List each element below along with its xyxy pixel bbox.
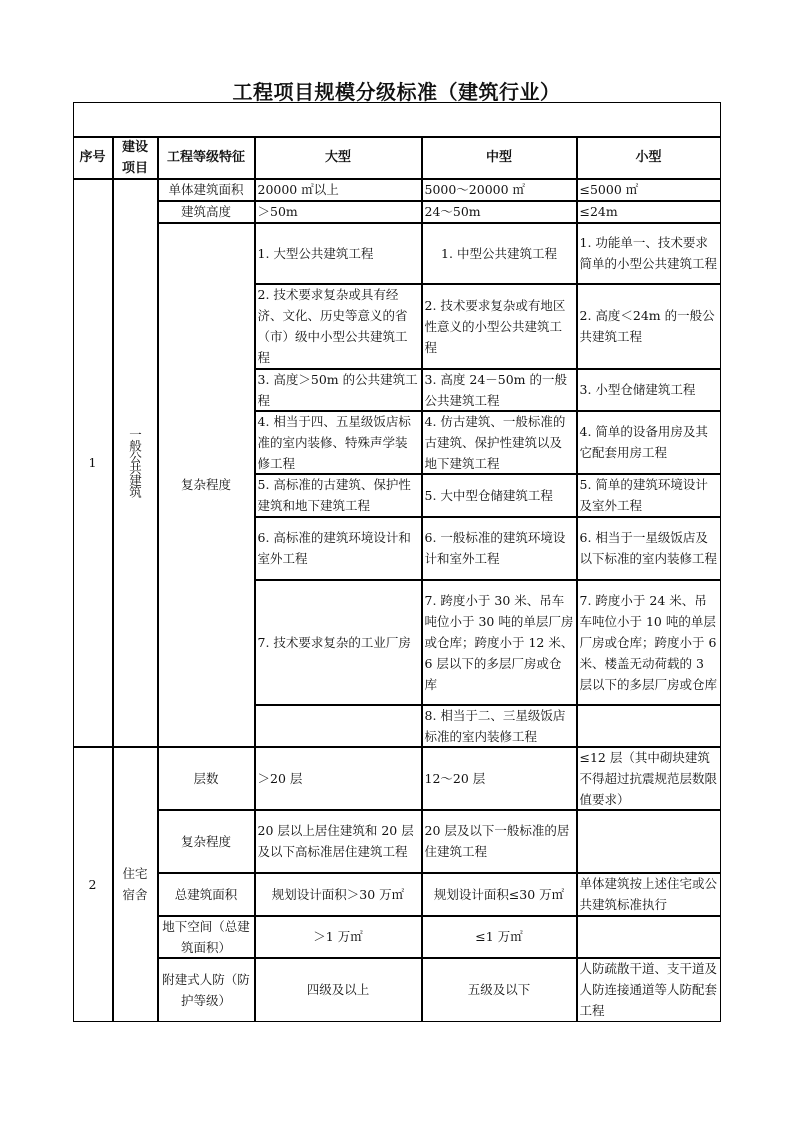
row-medium: 12～20 层 (422, 747, 577, 810)
complexity-medium: 4. 仿古建筑、一般标准的古建筑、保护性建筑以及地下建筑工程 (422, 411, 577, 474)
row-feature: 建筑高度 (158, 201, 255, 223)
row-small (577, 810, 721, 873)
row-large: ＞20 层 (255, 747, 422, 810)
complexity-large: 4. 相当于四、五星级饭店标准的室内装修、特殊声学装修工程 (255, 411, 422, 474)
complexity-medium: 7. 跨度小于 30 米、吊车吨位小于 30 吨的单层厂房或仓库；跨度小于 12 米、6 层以下的多层厂房或仓库 (422, 580, 577, 705)
complexity-small: 6. 相当于一星级饭店及以下标准的室内装修工程 (577, 517, 721, 580)
row-feature: 层数 (158, 747, 255, 810)
row-feature: 地下空间（总建筑面积） (158, 916, 255, 958)
complexity-large: 6. 高标准的建筑环境设计和室外工程 (255, 517, 422, 580)
complexity-medium: 5. 大中型仓储建筑工程 (422, 474, 577, 517)
complexity-small: 4. 简单的设备用房及其它配套用房工程 (577, 411, 721, 474)
complexity-large: 2. 技术要求复杂或具有经济、文化、历史等意义的省（市）级中小型公共建筑工程 (255, 284, 422, 369)
complexity-small (577, 705, 721, 747)
row-small: ≤24m (577, 201, 721, 223)
row-medium: 20 层及以下一般标准的居住建筑工程 (422, 810, 577, 873)
row-medium: ≤1 万㎡ (422, 916, 577, 958)
complexity-medium: 8. 相当于二、三星级饭店标准的室内装修工程 (422, 705, 577, 747)
complexity-medium: 1. 中型公共建筑工程 (422, 223, 577, 284)
complexity-small: 2. 高度＜24m 的一般公共建筑工程 (577, 284, 721, 369)
row-small: 单体建筑按上述住宅或公共建筑标准执行 (577, 873, 721, 916)
blank-top-row (73, 102, 721, 137)
complexity-small: 7. 跨度小于 24 米、吊车吨位小于 10 吨的单层厂房或仓库；跨度小于 6 米、楼盖无动荷载的 3 层以下的多层厂房或仓库 (577, 580, 721, 705)
complexity-large: 5. 高标准的古建筑、保护性建筑和地下建筑工程 (255, 474, 422, 517)
row-feature: 单体建筑面积 (158, 179, 255, 201)
complexity-medium: 6. 一般标准的建筑环境设计和室外工程 (422, 517, 577, 580)
section2-seq: 2 (73, 747, 113, 1022)
section1-seq: 1 (73, 179, 113, 747)
section2-project: 住宅宿舍 (113, 747, 158, 1022)
section1-project-label: 一般公共建筑 (127, 428, 143, 497)
complexity-large: 1. 大型公共建筑工程 (255, 223, 422, 284)
row-medium: 规划设计面积≤30 万㎡ (422, 873, 577, 916)
row-feature: 附建式人防（防护等级） (158, 958, 255, 1022)
complexity-feature: 复杂程度 (158, 223, 255, 747)
row-large: 20 层以上居住建筑和 20 层及以下高标准居住建筑工程 (255, 810, 422, 873)
header-feature: 工程等级特征 (158, 137, 255, 179)
row-medium: 五级及以下 (422, 958, 577, 1022)
complexity-small: 1. 功能单一、技术要求简单的小型公共建筑工程 (577, 223, 721, 284)
header-small: 小型 (577, 137, 721, 179)
row-small: ≤5000 ㎡ (577, 179, 721, 201)
row-small: ≤12 层（其中砌块建筑不得超过抗震规范层数限值要求） (577, 747, 721, 810)
row-feature: 复杂程度 (158, 810, 255, 873)
row-large: 20000 ㎡以上 (255, 179, 422, 201)
complexity-large: 7. 技术要求复杂的工业厂房 (255, 580, 422, 705)
complexity-small: 5. 简单的建筑环境设计及室外工程 (577, 474, 721, 517)
header-seq: 序号 (73, 137, 113, 179)
row-large: ＞1 万㎡ (255, 916, 422, 958)
complexity-small: 3. 小型仓储建筑工程 (577, 369, 721, 411)
row-small (577, 916, 721, 958)
row-large: 规划设计面积＞30 万㎡ (255, 873, 422, 916)
row-medium: 24～50m (422, 201, 577, 223)
row-large: 四级及以上 (255, 958, 422, 1022)
page-title: 工程项目规模分级标准（建筑行业） (232, 80, 561, 104)
complexity-large: 3. 高度＞50m 的公共建筑工程 (255, 369, 422, 411)
section1-project (113, 179, 158, 747)
complexity-medium: 2. 技术要求复杂或有地区性意义的小型公共建筑工程 (422, 284, 577, 369)
complexity-medium: 3. 高度 24－50m 的一般公共建筑工程 (422, 369, 577, 411)
header-project: 建设项目 (113, 137, 158, 179)
header-large: 大型 (255, 137, 422, 179)
row-large: ＞50m (255, 201, 422, 223)
row-feature: 总建筑面积 (158, 873, 255, 916)
complexity-large (255, 705, 422, 747)
row-small: 人防疏散干道、支干道及人防连接通道等人防配套工程 (577, 958, 721, 1022)
header-medium: 中型 (422, 137, 577, 179)
row-medium: 5000～20000 ㎡ (422, 179, 577, 201)
